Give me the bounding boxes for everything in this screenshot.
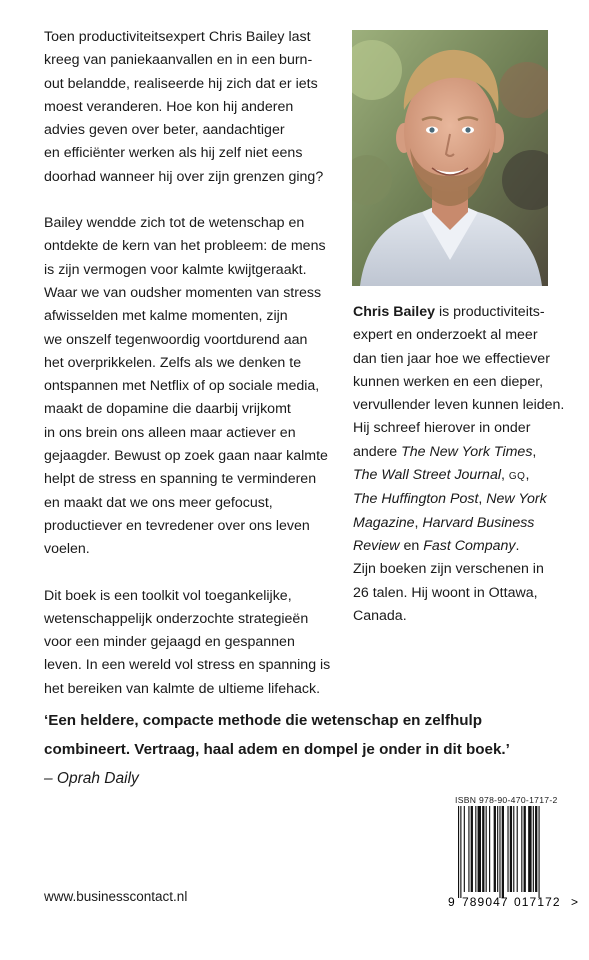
- barcode-digits-left: 789047: [462, 895, 509, 908]
- barcode-quiet-mark: >: [571, 895, 579, 908]
- barcode-bar: [513, 806, 514, 892]
- barcode-bar: [497, 806, 498, 892]
- barcode-bar: [464, 806, 465, 892]
- barcode-bar: [494, 806, 496, 892]
- publisher-website: www.businesscontact.nl: [44, 889, 188, 904]
- review-quote: [44, 706, 564, 793]
- barcode-bar: [510, 806, 512, 892]
- barcode-bar: [502, 806, 504, 898]
- barcode-bar: [539, 806, 540, 898]
- blurb: [44, 26, 344, 724]
- barcode-digit-first: 9: [448, 895, 455, 908]
- barcode-bar: [533, 806, 534, 892]
- author-bio: Chris Bailey is productiviteits- expert en onderzoekt al meer dan tien jaar hoe we effectiever kunnen werken en een dieper, vervullender leven kunnen leiden. Hij schreef hierover in onder andere The New York Times, The Wall Street Journal, GQ, The Huffington Post, New York Magazine, Harvard Business Review en Fast Company. Zijn boeken zijn verschenen in 26 talen. Hij woont in Ottawa, Canada.: [353, 304, 565, 624]
- barcode-digits-right: 017172: [514, 895, 561, 908]
- barcode-bar: [471, 806, 473, 892]
- barcode-icon: [448, 806, 580, 908]
- barcode: [448, 806, 580, 908]
- blurb-paragraph-2: Bailey wendde zich tot de wetenschap en ontdekte de kern van het probleem: de mens is zijn vermogen voor kalmte kwijtgeraakt. Waar we van oudsher momenten van stress afwisselden met kalme momenten, zijn we onszelf tegenwoordig voortdurend aan het overprikkelen. Zelfs als we denken te ontspannen met Netflix of op sociale media, maakt de dopamine die daarbij vrijkomt in ons brein ons alleen maar actiever en gejaagder. Bewust op zoek gaan naar kalmte helpt de stress en spanning te verminderen en maakt dat we ons meer gefocust, productiever en tevredener over ons leven voelen.: [44, 215, 328, 558]
- barcode-bar: [535, 806, 537, 892]
- barcode-bar: [468, 806, 469, 892]
- quote-line-2: combineert. Vertraag, haal adem en dompel je onder in dit boek.’: [44, 741, 510, 758]
- barcode-bar: [489, 806, 490, 892]
- barcode-bar: [478, 806, 481, 892]
- quote-line-1: ‘Een heldere, compacte methode die wetenschap en zelfhulp: [44, 712, 483, 729]
- barcode-bar: [524, 806, 526, 892]
- barcode-bar: [482, 806, 484, 892]
- barcode-bar: [521, 806, 522, 892]
- barcode-bar: [458, 806, 459, 898]
- author-portrait-icon: [352, 30, 548, 286]
- author-name: Chris Bailey: [353, 304, 436, 320]
- barcode-bar: [507, 806, 508, 892]
- barcode-bar: [517, 806, 518, 892]
- barcode-bar: [486, 806, 487, 892]
- quote-source: – Oprah Daily: [44, 770, 139, 787]
- barcode-bar: [475, 806, 476, 892]
- barcode-bar: [528, 806, 531, 892]
- barcode-bar: [499, 806, 500, 898]
- author-photo: [352, 30, 548, 286]
- isbn-label: ISBN 978-90-470-1717-2: [455, 795, 558, 805]
- blurb-paragraph-1: Toen productiviteitsexpert Chris Bailey last kreeg van paniekaanvallen en in een burn- out belandde, realiseerde hij zich dat er iets moest veranderen. Hoe kon hij anderen advies geven over beter, aandachtiger en efficiënter werken als hij zelf niet eens doorhad wanneer hij over zijn grenzen ging?: [44, 29, 324, 185]
- barcode-bar: [460, 806, 461, 898]
- blurb-paragraph-3: Dit boek is een toolkit vol toegankelijke, wetenschappelijk onderzochte strategieën voor een minder gejaagd en gespannen leven. In een wereld vol stress en spanning is het bereiken van kalmte de ultieme lifehack.: [44, 587, 331, 697]
